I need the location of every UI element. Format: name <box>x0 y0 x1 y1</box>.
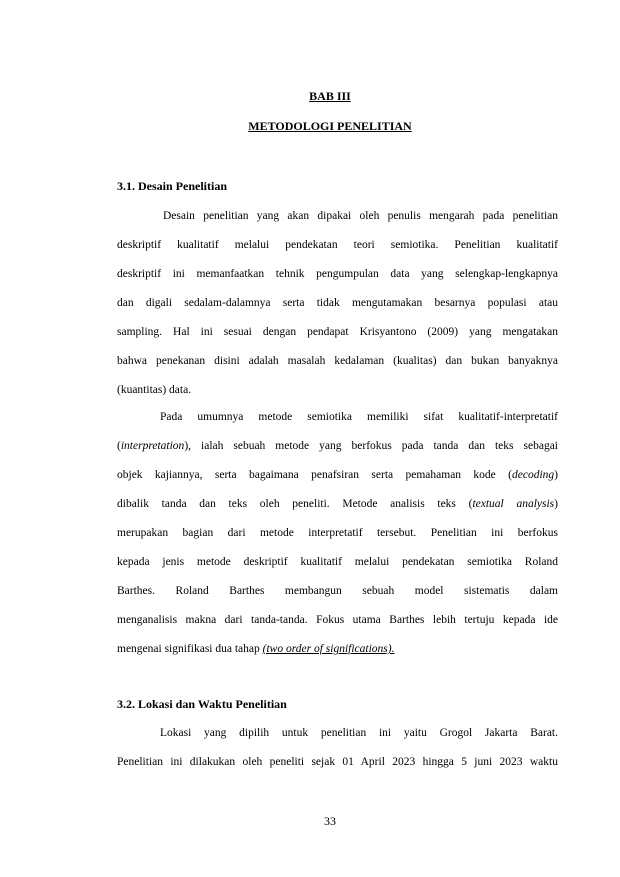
paragraph-line: dibalik tanda dan teks oleh peneliti. Metode analisis teks (textual analysis) <box>117 498 558 510</box>
paragraph-line: deskriptif kualitatif melalui pendekatan teori semiotika. Penelitian kualitatif <box>117 239 558 251</box>
paragraph-line: merupakan bagian dari metode interpretatif tersebut. Penelitian ini berfokus <box>117 527 558 539</box>
paragraph-line: Lokasi yang dipilih untuk penelitian ini yaitu Grogol Jakarta Barat. <box>160 727 558 739</box>
paragraph-line: (kuantitas) data. <box>117 384 192 396</box>
paragraph-line: mengenai signifikasi dua tahap (two order of significations). <box>117 643 395 655</box>
section-heading-lokasi: 3.2. Lokasi dan Waktu Penelitian <box>117 697 287 711</box>
paragraph-line: bahwa penekanan disini adalah masalah kedalaman (kualitas) dan bukan banyaknya <box>117 355 558 367</box>
paragraph-line: Pada umumnya metode semiotika memiliki sifat kualitatif-interpretatif <box>160 411 558 423</box>
paragraph-line: deskriptif ini memanfaatkan tehnik pengumpulan data yang selengkap-lengkapnya <box>117 268 558 280</box>
chapter-title: METODOLOGI PENELITIAN <box>248 119 412 133</box>
paragraph-line: objek kajiannya, serta bagaimana penafsiran serta pemahaman kode (decoding) <box>117 469 558 481</box>
section-heading-desain: 3.1. Desain Penelitian <box>117 179 227 193</box>
italic-term: (two order of significations). <box>262 643 395 655</box>
paragraph-line: menganalisis makna dari tanda-tanda. Fokus utama Barthes lebih tertuju kepada ide <box>117 614 558 626</box>
paragraph-line: sampling. Hal ini sesuai dengan pendapat Krisyantono (2009) yang mengatakan <box>117 326 558 338</box>
italic-term: interpretation <box>120 440 185 452</box>
chapter-number: BAB III <box>309 89 351 103</box>
paragraph-line: kepada jenis metode deskriptif kualitatif melalui pendekatan semiotika Roland <box>117 556 558 568</box>
page-number: 33 <box>324 814 336 828</box>
paragraph-line: dan digali sedalam-dalamnya serta tidak mengutamakan besarnya populasi atau <box>117 297 558 309</box>
paragraph-line: (interpretation), ialah sebuah metode yang berfokus pada tanda dan teks sebagai <box>117 440 558 452</box>
paragraph-line: Barthes. Roland Barthes membangun sebuah model sistematis dalam <box>117 585 558 597</box>
paragraph-line: Penelitian ini dilakukan oleh peneliti sejak 01 April 2023 hingga 5 juni 2023 waktu <box>117 756 558 768</box>
italic-term: textual analysis <box>472 498 555 510</box>
italic-term: decoding <box>512 469 555 481</box>
paragraph-line: Desain penelitian yang akan dipakai oleh penulis mengarah pada penelitian <box>163 210 558 222</box>
